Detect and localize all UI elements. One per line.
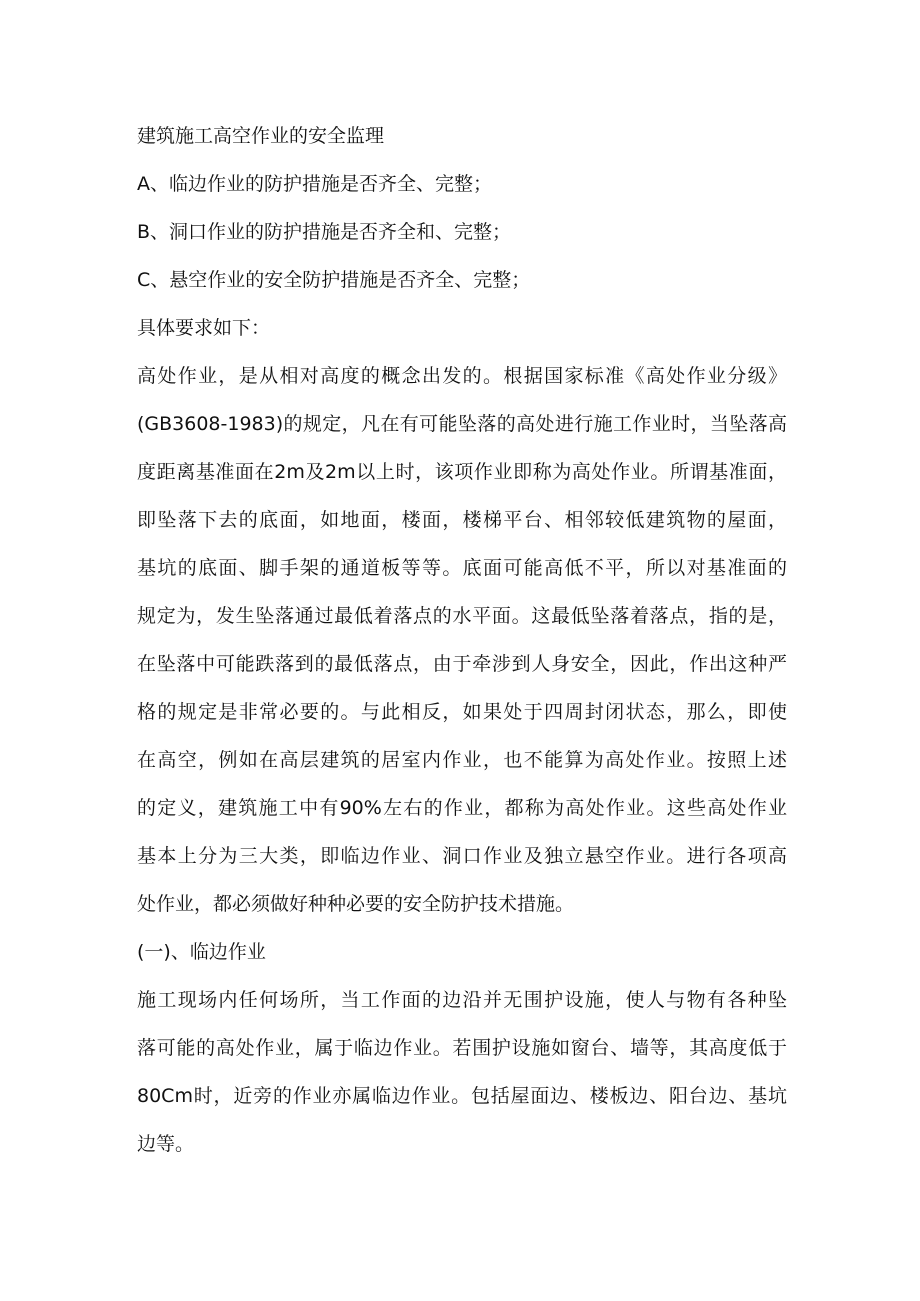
paragraph-line: 规定为，发生坠落通过最低着落点的水平面。这最低坠落着落点，指的是， [137, 605, 787, 627]
paragraph-line: 在坠落中可能跌落到的最低落点，由于牵涉到人身安全，因此，作出这种严 [137, 653, 787, 675]
document-title: 建筑施工高空作业的安全监理 [137, 125, 385, 147]
paragraph-line: 边等。 [137, 1133, 195, 1155]
paragraph-line: 80Cm时，近旁的作业亦属临边作业。包括屋面边、楼板边、阳台边、基坑 [137, 1085, 787, 1107]
intro-text: 具体要求如下： [137, 317, 271, 339]
paragraph-line: (GB3608-1983)的规定，凡在有可能坠落的高处进行施工作业时，当坠落高 [137, 413, 787, 435]
paragraph-line: 在高空，例如在高层建筑的居室内作业，也不能算为高处作业。按照上述 [137, 749, 787, 771]
paragraph-line: 度距离基准面在2m及2m以上时，该项作业即称为高处作业。所谓基准面， [137, 461, 787, 483]
paragraph-line: 基本上分为三大类，即临边作业、洞口作业及独立悬空作业。进行各项高 [137, 845, 787, 867]
paragraph-line: 即坠落下去的底面，如地面，楼面，楼梯平台、相邻较低建筑物的屋面， [137, 509, 787, 531]
paragraph-line: 处作业，都必须做好种种必要的安全防护技术措施。 [137, 893, 575, 915]
list-item-b: B、洞口作业的防护措施是否齐全和、完整； [137, 221, 512, 243]
paragraph-line: 基坑的底面、脚手架的通道板等等。底面可能高低不平，所以对基准面的 [137, 557, 787, 579]
paragraph-line: 的定义，建筑施工中有90%左右的作业，都称为高处作业。这些高处作业 [137, 797, 787, 819]
section-heading: (一)、临边作业 [137, 941, 266, 963]
list-item-a: A、临边作业的防护措施是否齐全、完整； [137, 173, 492, 195]
paragraph-line: 格的规定是非常必要的。与此相反，如果处于四周封闭状态，那么，即使 [137, 701, 787, 723]
document-body [137, 112, 787, 1168]
paragraph-1 [137, 352, 787, 928]
paragraph-line: 施工现场内任何场所，当工作面的边沿并无围护设施，使人与物有各种坠 [137, 989, 787, 1011]
paragraph-line: 高处作业，是从相对高度的概念出发的。根据国家标准《高处作业分级》 [137, 365, 787, 387]
paragraph-2 [137, 976, 787, 1168]
list-item-c: C、悬空作业的安全防护措施是否齐全、完整； [137, 269, 531, 291]
paragraph-line: 落可能的高处作业，属于临边作业。若围护设施如窗台、墙等，其高度低于 [137, 1037, 787, 1059]
